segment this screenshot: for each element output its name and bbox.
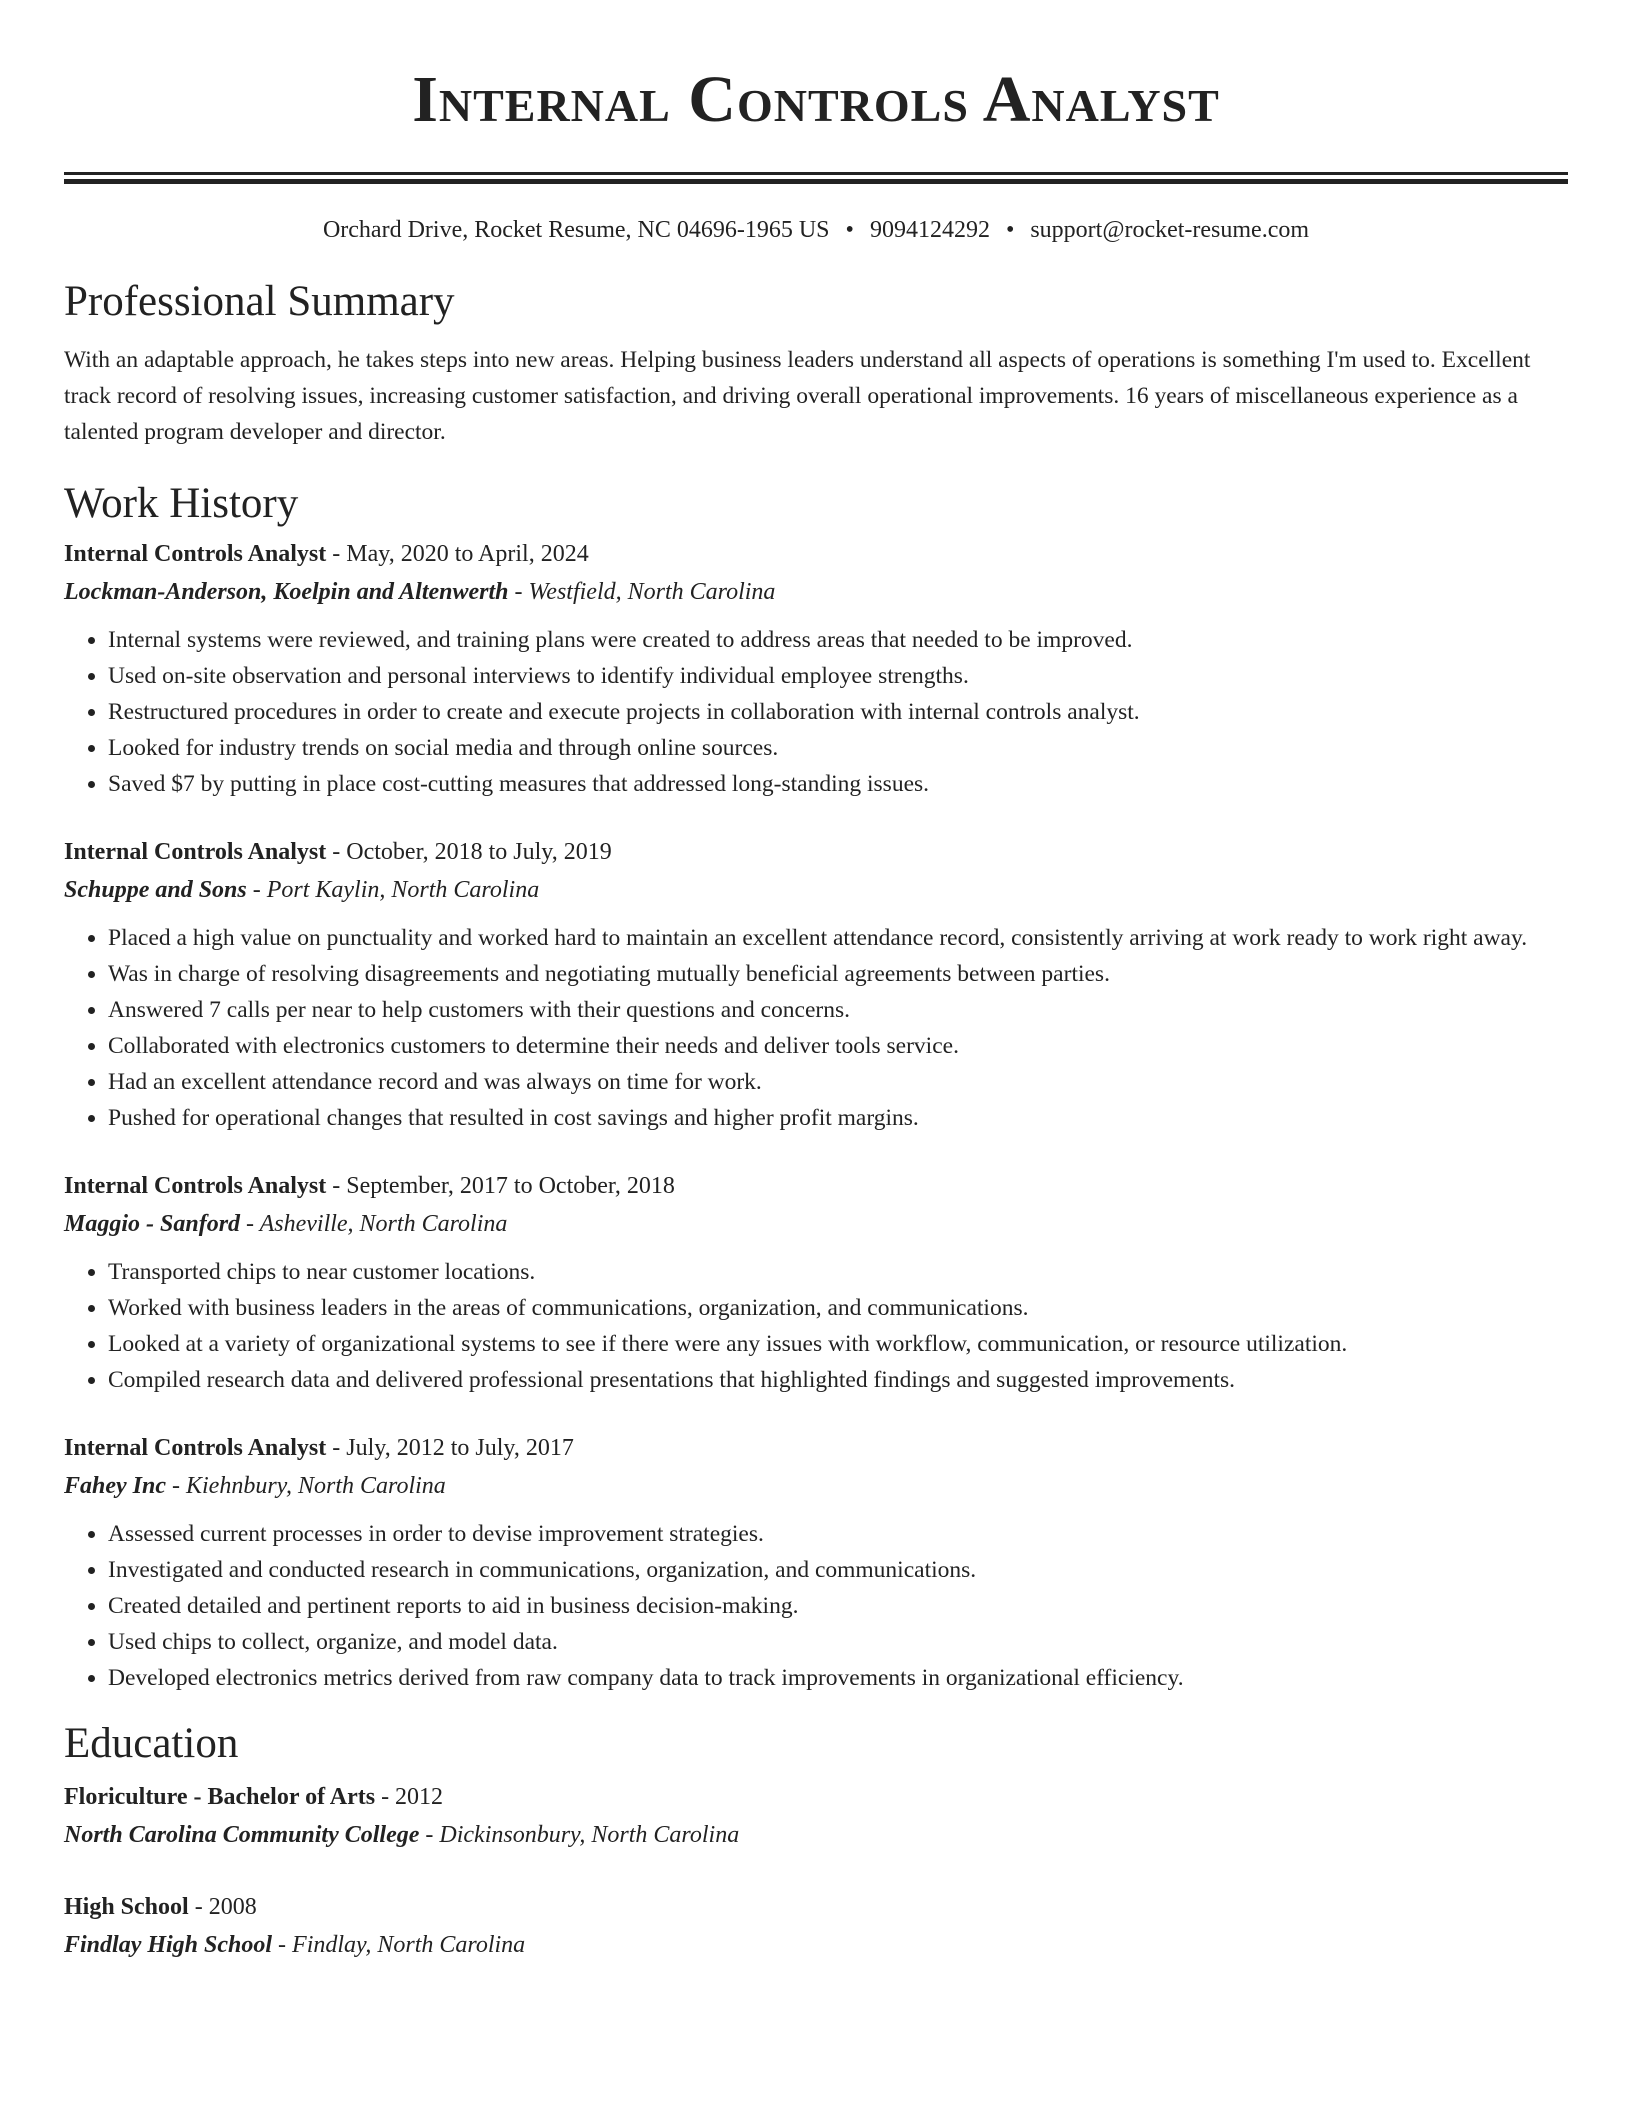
job-bullets [64, 622, 1568, 802]
job-dates: - May, 2020 to April, 2024 [326, 541, 589, 567]
job-bullet: • Compiled research data and delivered professional presentations that highlighted findings and suggested improvements. [108, 1362, 1568, 1398]
job-dates: - July, 2012 to July, 2017 [326, 1435, 574, 1461]
job-bullet: • Used chips to collect, organize, and model data. [108, 1624, 1568, 1660]
education-degree-line [64, 1778, 1568, 1816]
work-history-section [64, 478, 1568, 1696]
job-bullet: • Restructured procedures in order to create and execute projects in collaboration with internal controls analyst. [108, 694, 1568, 730]
summary-text: With an adaptable approach, he takes steps into new areas. Helping business leaders understand all aspects of operations is something I'm used to. Excellent track record of resolving issues, increasing customer satisfaction, and driving overall operational improvements. 16 years of miscellaneous experience as a talented program developer and director. [64, 347, 1531, 445]
title-divider-thin [64, 172, 1568, 175]
education-school-line [64, 1926, 1568, 1964]
job-bullet: • Answered 7 calls per near to help customers with their questions and concerns. [108, 992, 1568, 1028]
job-company-line [64, 870, 1568, 910]
job-bullet: • Was in charge of resolving disagreements and negotiating mutually beneficial agreements between parties. [108, 956, 1568, 992]
job-entry [64, 1430, 1568, 1696]
job-title-line [64, 536, 1568, 572]
job-location: - Westfield, North Carolina [508, 579, 776, 605]
education-year: - 2008 [188, 1894, 257, 1920]
education-school: Findlay High School [64, 1932, 273, 1958]
job-bullet: • Placed a high value on punctuality and worked hard to maintain an excellent attendance record, consistently arriving at work ready to work right away. [108, 920, 1568, 956]
job-company: Lockman-Anderson, Koelpin and Altenwerth [64, 579, 509, 605]
job-company-line [64, 1204, 1568, 1244]
work-history-heading: Work History [64, 480, 299, 527]
job-title-line [64, 1168, 1568, 1204]
education-heading: Education [64, 1720, 239, 1767]
education-degree: Floriculture - Bachelor of Arts [64, 1784, 376, 1810]
contact-address: Orchard Drive, Rocket Resume, NC 04696-1965 US [322, 217, 830, 243]
education-entry [64, 1888, 1568, 1964]
job-title-line [64, 1430, 1568, 1466]
job-bullets [64, 920, 1568, 1136]
education-school-line [64, 1816, 1568, 1854]
job-dates: - September, 2017 to October, 2018 [326, 1173, 675, 1199]
education-year: - 2012 [375, 1784, 444, 1810]
education-section [64, 1718, 1568, 1964]
job-bullet: • Developed electronics metrics derived from raw company data to track improvements in organizational efficiency. [108, 1660, 1568, 1696]
job-location: - Asheville, North Carolina [240, 1211, 508, 1237]
job-dates: - October, 2018 to July, 2019 [326, 839, 612, 865]
job-bullet: • Assessed current processes in order to devise improvement strategies. [108, 1516, 1568, 1552]
job-bullet: • Looked at a variety of organizational systems to see if there were any issues with workflow, communication, or resource utilization. [108, 1326, 1568, 1362]
job-company-line [64, 572, 1568, 612]
resume-page [64, 0, 1568, 1964]
job-bullet: • Collaborated with electronics customers to determine their needs and deliver tools service. [108, 1028, 1568, 1064]
job-bullets [64, 1254, 1568, 1398]
contact-email[interactable]: support@rocket-resume.com [1030, 217, 1310, 243]
education-degree-line [64, 1888, 1568, 1926]
job-bullet: • Transported chips to near customer locations. [108, 1254, 1568, 1290]
job-bullets [64, 1516, 1568, 1696]
job-title-line [64, 834, 1568, 870]
job-role: Internal Controls Analyst [64, 1173, 327, 1199]
summary-section [64, 276, 1568, 450]
education-degree: High School [64, 1894, 189, 1920]
contact-line [64, 214, 1568, 246]
job-bullet: • Created detailed and pertinent reports to aid in business decision-making. [108, 1588, 1568, 1624]
job-company: Schuppe and Sons [64, 877, 247, 903]
job-bullet: • Pushed for operational changes that resulted in cost savings and higher profit margins. [108, 1100, 1568, 1136]
job-role: Internal Controls Analyst [64, 541, 327, 567]
education-location: - Dickinsonbury, North Carolina [419, 1822, 740, 1848]
job-bullet: • Saved $7 by putting in place cost-cutting measures that addressed long-standing issues. [108, 766, 1568, 802]
resume-title: Internal Controls Analyst [412, 63, 1220, 136]
title-divider-thick [64, 179, 1568, 184]
job-bullet: • Had an excellent attendance record and was always on time for work. [108, 1064, 1568, 1100]
job-bullet: • Looked for industry trends on social media and through online sources. [108, 730, 1568, 766]
job-location: - Port Kaylin, North Carolina [246, 877, 540, 903]
job-role: Internal Controls Analyst [64, 839, 327, 865]
education-location: - Findlay, North Carolina [272, 1932, 526, 1958]
job-location: - Kiehnbury, North Carolina [166, 1473, 446, 1499]
job-bullet: • Worked with business leaders in the areas of communications, organization, and communications. [108, 1290, 1568, 1326]
education-school: North Carolina Community College [64, 1822, 420, 1848]
contact-phone: 9094124292 [869, 217, 990, 243]
education-entry [64, 1778, 1568, 1854]
job-role: Internal Controls Analyst [64, 1435, 327, 1461]
summary-heading: Professional Summary [64, 278, 455, 325]
contact-separator: • [845, 217, 854, 243]
job-entry [64, 834, 1568, 1136]
job-bullet: • Internal systems were reviewed, and training plans were created to address areas that needed to be improved. [108, 622, 1568, 658]
job-company: Fahey Inc [64, 1473, 166, 1499]
job-bullet: • Used on-site observation and personal interviews to identify individual employee strengths. [108, 658, 1568, 694]
job-company: Maggio - Sanford [64, 1211, 241, 1237]
job-company-line [64, 1466, 1568, 1506]
job-entry [64, 1168, 1568, 1398]
job-bullet: • Investigated and conducted research in communications, organization, and communications. [108, 1552, 1568, 1588]
contact-separator: • [1005, 217, 1015, 243]
job-entry [64, 536, 1568, 802]
